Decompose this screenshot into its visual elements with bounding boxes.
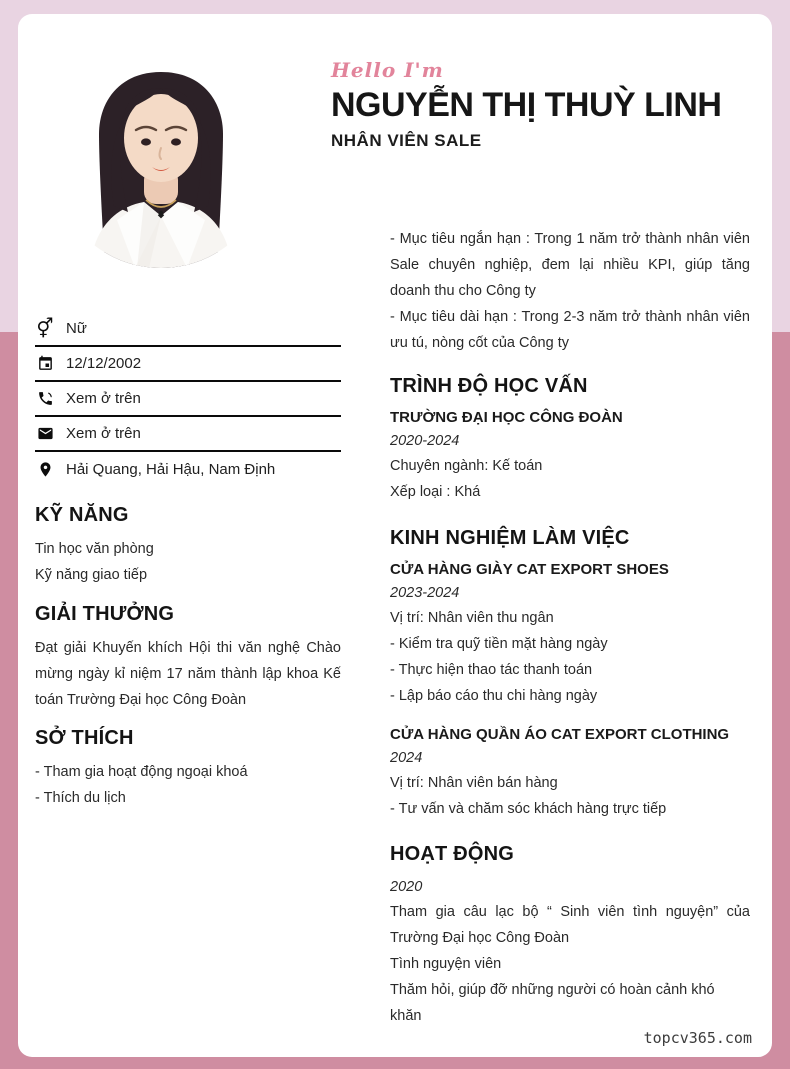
activity-line: Thăm hỏi, giúp đỡ những người có hoàn cảnh khó khăn	[390, 982, 715, 1024]
skills-section	[35, 504, 341, 588]
calendar-icon	[36, 355, 54, 373]
activity-line: Tình nguyện viên	[390, 956, 502, 972]
job-period: 2024	[390, 750, 423, 766]
company-name: CỬA HÀNG QUẦN ÁO CAT EXPORT CLOTHING	[390, 726, 730, 743]
activities-section	[390, 843, 750, 1029]
experience-section	[390, 527, 750, 822]
objective-long-term: - Mục tiêu dài hạn : Trong 2-3 năm trở thành nhân viên ưu tú, nòng cốt của Công ty	[390, 309, 750, 351]
contact-row-birthdate	[35, 347, 341, 382]
education-period: 2020-2024	[390, 433, 460, 449]
contact-row-email	[35, 417, 341, 452]
header-block	[331, 58, 751, 151]
skill-item: Tin học văn phòng	[35, 541, 154, 557]
education-major: Chuyên ngành: Kế toán	[390, 458, 543, 474]
location-icon	[36, 461, 54, 479]
hobby-item: - Tham gia hoạt động ngoại khoá	[35, 764, 248, 780]
job-position: Vị trí: Nhân viên bán hàng	[390, 775, 558, 791]
hobby-item: - Thích du lịch	[35, 790, 126, 806]
job-duty: - Tư vấn và chăm sóc khách hàng trực tiếp	[390, 801, 667, 817]
section-heading-education: TRÌNH ĐỘ HỌC VẤN	[390, 375, 588, 397]
contact-row-phone	[35, 382, 341, 417]
section-heading-hobbies: SỞ THÍCH	[35, 727, 134, 749]
cv-card	[18, 14, 772, 1057]
email-icon	[36, 425, 54, 443]
school-name: TRƯỜNG ĐẠI HỌC CÔNG ĐOÀN	[390, 409, 623, 426]
company-name: CỬA HÀNG GIÀY CAT EXPORT SHOES	[390, 561, 669, 578]
profile-photo	[52, 50, 270, 268]
education-section	[390, 375, 750, 505]
section-heading-awards: GIẢI THƯỞNG	[35, 603, 175, 625]
skill-item: Kỹ năng giao tiếp	[35, 567, 148, 583]
objective-short-term: - Mục tiêu ngắn hạn : Trong 1 năm trở thành nhân viên Sale chuyên nghiệp, đem lại nhiều KPI, giúp tăng doanh thu cho Công ty	[390, 231, 750, 299]
job-period: 2023-2024	[390, 585, 460, 601]
job-entry	[390, 724, 750, 822]
greeting-text: Hello I'm	[331, 58, 444, 82]
contact-value: Xem ở trên	[66, 425, 141, 442]
job-duty: - Kiểm tra quỹ tiền mặt hàng ngày	[390, 636, 608, 652]
objective-section	[390, 226, 750, 356]
job-title: NHÂN VIÊN SALE	[331, 131, 482, 150]
contact-list	[35, 312, 341, 487]
activity-line: Tham gia câu lạc bộ “ Sinh viên tình nguyện” của Trường Đại học Công Đoàn	[390, 904, 750, 946]
hobbies-section	[35, 727, 341, 811]
award-text: Đạt giải Khuyến khích Hội thi văn nghệ Chào mừng ngày kỉ niệm 17 năm thành lập khoa Kế toán Trường Đại học Công Đoàn	[35, 640, 341, 708]
portrait-illustration	[52, 50, 270, 268]
phone-icon	[36, 390, 54, 408]
contact-value: Nữ	[66, 320, 87, 337]
job-duty: - Lập báo cáo thu chi hàng ngày	[390, 688, 598, 704]
job-duty: - Thực hiện thao tác thanh toán	[390, 662, 593, 678]
job-position: Vị trí: Nhân viên thu ngân	[390, 610, 554, 626]
education-grade: Xếp loại : Khá	[390, 484, 481, 500]
awards-section	[35, 603, 341, 713]
site-watermark: topcv365.com	[643, 1029, 752, 1047]
contact-value: Hải Quang, Hải Hậu, Nam Định	[66, 461, 276, 478]
contact-row-address	[35, 452, 341, 487]
candidate-name: NGUYỄN THỊ THUỲ LINH	[331, 86, 722, 124]
gender-icon: ⚥	[36, 317, 54, 340]
section-heading-skills: KỸ NĂNG	[35, 504, 129, 526]
section-heading-experience: KINH NGHIỆM LÀM VIỆC	[390, 527, 630, 549]
contact-value: 12/12/2002	[66, 355, 142, 372]
contact-row-gender	[35, 312, 341, 347]
contact-value: Xem ở trên	[66, 390, 141, 407]
job-entry	[390, 559, 750, 709]
section-heading-activities: HOẠT ĐỘNG	[390, 843, 515, 865]
activity-period: 2020	[390, 879, 423, 895]
